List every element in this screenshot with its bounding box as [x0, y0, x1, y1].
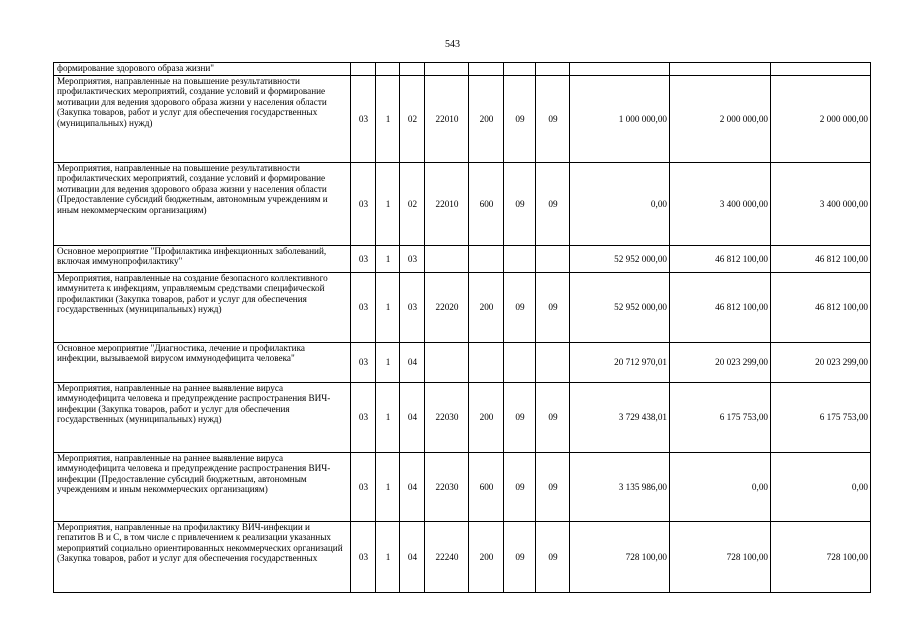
direction-code	[425, 343, 469, 383]
expense-type-code: 600	[469, 163, 504, 246]
expense-type-code	[469, 246, 504, 273]
event-code: 02	[400, 163, 425, 246]
subprogram-code: 1	[376, 76, 400, 163]
amount-year-3: 728 100,00	[771, 522, 871, 593]
program-code: 03	[351, 246, 376, 273]
program-code: 03	[351, 522, 376, 593]
program-code: 03	[351, 273, 376, 343]
row-description: Мероприятия, направленные на повышение результативности профилактических мероприятий, создание условий и формирование мотивации для ведения здорового образа жизни у населения области (Закупка товаров, работ и услуг для обеспечения государственных (муниципальных) нужд)	[54, 76, 351, 163]
budget-table	[53, 62, 871, 593]
event-code: 02	[400, 76, 425, 163]
row-description: формирование здорового образа жизни"	[54, 63, 351, 76]
direction-code	[425, 246, 469, 273]
subprogram-code	[376, 63, 400, 76]
amount-year-3: 6 175 753,00	[771, 383, 871, 453]
expense-type-code	[469, 343, 504, 383]
amount-year-2: 3 400 000,00	[670, 163, 771, 246]
row-description: Мероприятия, направленные на создание безопасного коллективного иммунитета к инфекциям, управляемым средствами специфической профилактики (Закупка товаров, работ и услуг для обеспечения государственных (муниципальных) нужд)	[54, 273, 351, 343]
amount-year-2: 20 023 299,00	[670, 343, 771, 383]
subsection-code: 09	[536, 383, 570, 453]
direction-code: 22010	[425, 163, 469, 246]
program-code: 03	[351, 163, 376, 246]
expense-type-code	[469, 63, 504, 76]
row-description: Мероприятия, направленные на повышение результативности профилактических мероприятий, создание условий и формирование мотивации для ведения здорового образа жизни у населения области (Предоставление субсидий бюджетным, автономным учреждениям и иным некоммерческим организациям)	[54, 163, 351, 246]
subprogram-code: 1	[376, 163, 400, 246]
direction-code: 22030	[425, 383, 469, 453]
subsection-code	[536, 343, 570, 383]
amount-year-2	[670, 63, 771, 76]
program-code	[351, 63, 376, 76]
subsection-code: 09	[536, 76, 570, 163]
amount-year-2: 728 100,00	[670, 522, 771, 593]
event-code	[400, 63, 425, 76]
amount-year-3: 0,00	[771, 453, 871, 522]
section-code: 09	[504, 76, 536, 163]
row-description: Основное мероприятие "Диагностика, лечение и профилактика инфекции, вызываемой вирусом иммунодефицита человека"	[54, 343, 351, 383]
table-row	[54, 383, 871, 453]
direction-code: 22030	[425, 453, 469, 522]
expense-type-code: 200	[469, 383, 504, 453]
subprogram-code: 1	[376, 522, 400, 593]
program-code: 03	[351, 453, 376, 522]
section-code: 09	[504, 453, 536, 522]
section-code	[504, 63, 536, 76]
expense-type-code: 600	[469, 453, 504, 522]
amount-year-2: 46 812 100,00	[670, 246, 771, 273]
section-code: 09	[504, 273, 536, 343]
table-row	[54, 63, 871, 76]
direction-code: 22020	[425, 273, 469, 343]
row-description: Основное мероприятие "Профилактика инфекционных заболеваний, включая иммунопрофилактику"	[54, 246, 351, 273]
subsection-code: 09	[536, 453, 570, 522]
subsection-code: 09	[536, 273, 570, 343]
amount-year-3: 2 000 000,00	[771, 76, 871, 163]
section-code: 09	[504, 522, 536, 593]
direction-code: 22240	[425, 522, 469, 593]
amount-year-2: 46 812 100,00	[670, 273, 771, 343]
table-row	[54, 273, 871, 343]
amount-year-1: 52 952 000,00	[570, 273, 670, 343]
expense-type-code: 200	[469, 522, 504, 593]
amount-year-3: 46 812 100,00	[771, 246, 871, 273]
section-code	[504, 343, 536, 383]
amount-year-1: 20 712 970,01	[570, 343, 670, 383]
row-description: Мероприятия, направленные на раннее выявление вируса иммунодефицита человека и предупреждение распространения ВИЧ-инфекции (Закупка товаров, работ и услуг для обеспечения государственных (муниципальных) нужд)	[54, 383, 351, 453]
section-code	[504, 246, 536, 273]
amount-year-1: 3 729 438,01	[570, 383, 670, 453]
page-number: 543	[445, 39, 460, 50]
subprogram-code: 1	[376, 343, 400, 383]
subprogram-code: 1	[376, 383, 400, 453]
event-code: 03	[400, 246, 425, 273]
amount-year-3: 3 400 000,00	[771, 163, 871, 246]
amount-year-1	[570, 63, 670, 76]
section-code: 09	[504, 163, 536, 246]
expense-type-code: 200	[469, 273, 504, 343]
event-code: 04	[400, 453, 425, 522]
expense-type-code: 200	[469, 76, 504, 163]
table-row	[54, 163, 871, 246]
amount-year-3: 46 812 100,00	[771, 273, 871, 343]
row-description: Мероприятия, направленные на раннее выявление вируса иммунодефицита человека и предупреждение распространения ВИЧ-инфекции (Предоставление субсидий бюджетным, автономным учреждениям и иным некоммерческих организациям)	[54, 453, 351, 522]
subprogram-code: 1	[376, 273, 400, 343]
table-row	[54, 343, 871, 383]
subprogram-code: 1	[376, 453, 400, 522]
row-description: Мероприятия, направленные на профилактику ВИЧ-инфекции и гепатитов В и С, в том числе с привлечением к реализации указанных мероприятий социально ориентированных некоммерческих организаций (Закупка товаров, работ и услуг для обеспечения государственных	[54, 522, 351, 593]
amount-year-1: 52 952 000,00	[570, 246, 670, 273]
program-code: 03	[351, 383, 376, 453]
program-code: 03	[351, 76, 376, 163]
amount-year-2: 2 000 000,00	[670, 76, 771, 163]
amount-year-1: 0,00	[570, 163, 670, 246]
amount-year-2: 0,00	[670, 453, 771, 522]
event-code: 03	[400, 273, 425, 343]
amount-year-1: 1 000 000,00	[570, 76, 670, 163]
direction-code	[425, 63, 469, 76]
subprogram-code: 1	[376, 246, 400, 273]
amount-year-3: 20 023 299,00	[771, 343, 871, 383]
table-row	[54, 76, 871, 163]
table-row	[54, 453, 871, 522]
table-row	[54, 246, 871, 273]
amount-year-2: 6 175 753,00	[670, 383, 771, 453]
event-code: 04	[400, 343, 425, 383]
subsection-code	[536, 246, 570, 273]
subsection-code: 09	[536, 522, 570, 593]
amount-year-1: 728 100,00	[570, 522, 670, 593]
section-code: 09	[504, 383, 536, 453]
table-row	[54, 522, 871, 593]
subsection-code: 09	[536, 163, 570, 246]
event-code: 04	[400, 522, 425, 593]
subsection-code	[536, 63, 570, 76]
amount-year-1: 3 135 986,00	[570, 453, 670, 522]
event-code: 04	[400, 383, 425, 453]
amount-year-3	[771, 63, 871, 76]
direction-code: 22010	[425, 76, 469, 163]
program-code: 03	[351, 343, 376, 383]
